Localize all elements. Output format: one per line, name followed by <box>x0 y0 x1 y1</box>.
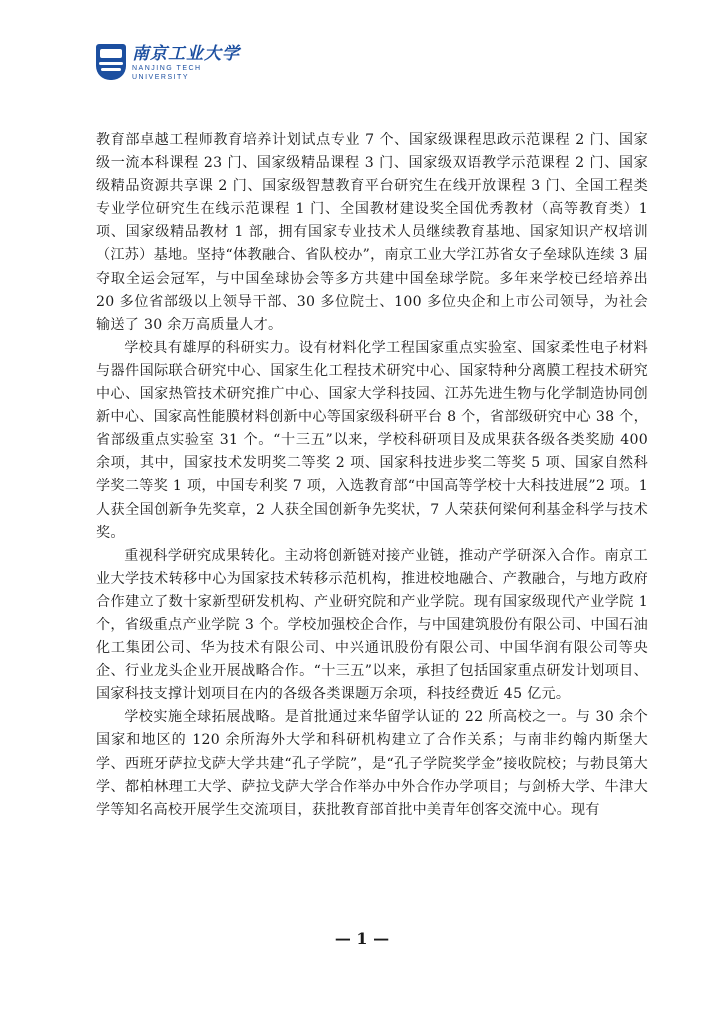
logo-cn-name: 南京工业大学 <box>132 44 240 64</box>
logo-en-line1: NANJING TECH <box>132 65 202 72</box>
paragraph-research-strength: 学校具有雄厚的科研实力。设有材料化学工程国家重点实验室、国家柔性电子材料与器件国际联合研究中心、国家生化工程技术研究中心、国家特种分离膜工程技术研究中心、国家热管技术研究推广中心、国家大学科技园、江苏先进生物与化学制造协同创新中心、国家高性能膜材料创新中心等国家级科研平台 8 个，省部级研究中心 38 个，省部级重点实验室 31 个。“十三五”以来，学校科研项目及成果获各级各类奖励 400 余项，其中，国家技术发明奖二等奖 2 项、国家科技进步奖二等奖 5 项、国家自然科学奖二等奖 1 项，中国专利奖 7 项，入选教育部“中国高等学校十大科技进展”2 项。1 人获全国创新争先奖章，2 人获全国创新争先奖状，7 人荣获何梁何利基金科学与技术奖。 <box>96 339 648 541</box>
paragraph-continued: 教育部卓越工程师教育培养计划试点专业 7 个、国家级课程思政示范课程 2 门、国家级一流本科课程 23 门、国家级精品课程 3 门、国家级双语教学示范课程 2 门、国家级精品资源共享课 2 门、国家级智慧教育平台研究生在线开放课程 3 门、全国工程类专业学位研究生在线示范课程 1 门、全国教材建设奖全国优秀教材（高等教育类）1 项、国家级精品教材 1 部，拥有国家专业技术人员继续教育基地、国家知识产权培训（江苏）基地。坚持“体教融合、省队校办”，南京工业大学江苏省女子垒球队连续 3 届夺取全运会冠军，与中国垒球协会等多方共建中国垒球学院。多年来学校已经培养出 20 多位省部级以上领导干部、30 多位院士、100 多位央企和上市公司领导，为社会输送了 30 余万高质量人才。 <box>96 132 649 333</box>
paragraph-global-strategy: 学校实施全球拓展战略。是首批通过来华留学认证的 22 所高校之一。与 30 余个国家和地区的 120 余所海外大学和科研机构建立了合作关系；与南非约翰内斯堡大学、西班牙萨拉戈萨大学共建“孔子学院”，是“孔子学院奖学金”接收院校；与勃艮第大学、都柏林理工大学、萨拉戈萨大学合作举办中外合作办学项目；与剑桥大学、牛津大学等知名高校开展学生交流项目，获批教育部首批中美青年创客交流中心。现有 <box>96 709 648 818</box>
logo-wordmark <box>132 44 240 82</box>
document-body <box>96 129 648 822</box>
university-logo <box>96 44 240 82</box>
logo-en-line2: UNIVERSITY <box>132 74 190 81</box>
page-number: — 1 — <box>334 929 390 948</box>
university-emblem-icon <box>96 44 126 80</box>
paragraph-research-transfer: 重视科学研究成果转化。主动将创新链对接产业链，推动产学研深入合作。南京工业大学技术转移中心为国家技术转移示范机构，推进校地融合、产教融合，与地方政府合作建立了数十家新型研发机构、产业研究院和产业学院。现有国家级现代产业学院 1 个，省级重点产业学院 3 个。学校加强校企合作，与中国建筑股份有限公司、中国石油化工集团公司、华为技术有限公司、中兴通讯股份有限公司、中国华润有限公司等央企、行业龙头企业开展战略合作。“十三五”以来，承担了包括国家重点研发计划项目、国家科技支撑计划项目在内的各级各类课题万余项，科技经费近 45 亿元。 <box>96 547 648 703</box>
